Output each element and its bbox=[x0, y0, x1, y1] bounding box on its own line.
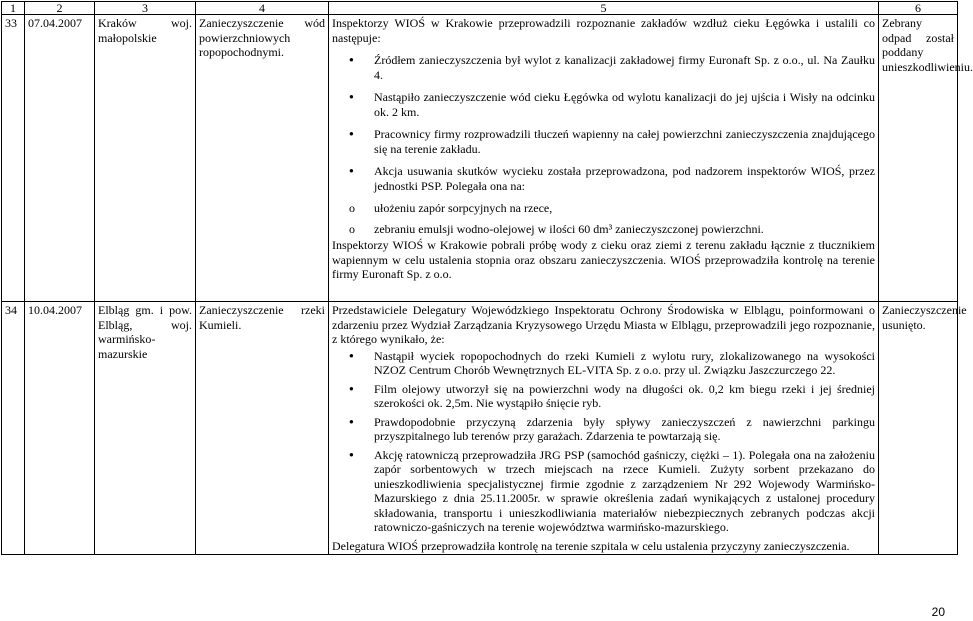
list-item: ● Nastąpił wyciek ropopochodnych do rzeki Kumieli z wylotu rury, zlokalizowanego na wysokości NZOZ Centrum Chorób Wewnętrznych EL-VITA Sp. z o.o. przy ul. Związku Jaszczurczego 22. bbox=[332, 349, 875, 378]
row-place: Kraków woj. małopolskie bbox=[95, 15, 196, 302]
row-result: Zebrany odpad został poddany unieszkodliwieniu. bbox=[879, 15, 958, 302]
bullet-list bbox=[332, 349, 875, 535]
row-number: 33 bbox=[2, 15, 25, 302]
description-intro: Przedstawiciele Delegatury Wojewódzkiego Inspektoratu Ochrony Środowiska w Elblągu, poinformowani o zdarzeniu przez Wydział Zarządzania Kryzysowego Urzędu Miasta w Elblągu, przeprowadzili jego rozpoznanie, z którego wynikało, że: bbox=[332, 303, 875, 346]
header-row bbox=[2, 2, 958, 15]
row-result: Zanieczyszczenie usunięto. bbox=[879, 302, 958, 555]
description-outro: Inspektorzy WIOŚ w Krakowie pobrali próbę wody z cieku oraz ziemi z terenu zakładu łącznie z tłucznikiem wapiennym w celu ustalenia stopnia oraz obszaru zanieczyszczenia. WIOŚ przeprowadziła kontrolę na terenie firmy Euronaft Sp. z o.o. bbox=[332, 238, 875, 281]
header-cell: 6 bbox=[879, 2, 958, 15]
bullet-list bbox=[332, 53, 875, 193]
row-description bbox=[329, 15, 879, 302]
header-cell: 3 bbox=[95, 2, 196, 15]
header-cell: 2 bbox=[25, 2, 95, 15]
incident-table bbox=[1, 1, 973, 555]
list-item: ● Pracownicy firmy rozprowadzili tłuczeń wapienny na całej powierzchni zanieczyszczenia znajdującego się na terenie zakładu. bbox=[332, 127, 875, 156]
row-date: 10.04.2007 bbox=[25, 302, 95, 555]
list-item: ● Prawdopodobnie przyczyną zdarzenia były spływy zanieczyszczeń z nawierzchni parkingu przyszpitalnego lub terenów przy garażach. Zdarzenia te powtarzają się. bbox=[332, 415, 875, 444]
description-intro: Inspektorzy WIOŚ w Krakowie przeprowadzili rozpoznanie zakładów wzdłuż cieku Łęgówka i ustalili co następuje: bbox=[332, 16, 875, 45]
list-item: ● Film olejowy utworzył się na powierzchni wody na długości ok. 0,2 km biegu rzeki i jej średniej szerokości ok. 2,5m. Nie wystąpiło śnięcie ryb. bbox=[332, 382, 875, 411]
header-cell: 1 bbox=[2, 2, 25, 15]
list-item: o ułożeniu zapór sorpcyjnych na rzece, bbox=[332, 201, 875, 216]
list-item: o zebraniu emulsji wodno-olejowej w ilości 60 dm³ zanieczyszczonej powierzchni. bbox=[332, 222, 875, 237]
list-item: ● Akcja usuwania skutków wycieku została przeprowadzona, pod nadzorem inspektorów WIOŚ, przez jednostki PSP. Polegała ona na: bbox=[332, 164, 875, 193]
table-row bbox=[2, 15, 958, 302]
row-event-type: Zanieczyszczenie rzeki Kumieli. bbox=[196, 302, 329, 555]
row-place: Elbląg gm. i pow. Elbląg, woj. warmińsko-mazurskie bbox=[95, 302, 196, 555]
page-number: 20 bbox=[931, 605, 945, 619]
list-item: ● Źródłem zanieczyszczenia był wylot z kanalizacji zakładowej firmy Euronaft Sp. z o.o., ul. Na Zaułku 4. bbox=[332, 53, 875, 82]
header-cell: 4 bbox=[196, 2, 329, 15]
row-description bbox=[329, 302, 879, 555]
description-outro: Delegatura WIOŚ przeprowadziła kontrolę na terenie szpitala w celu ustalenia przyczyny zanieczyszczenia. bbox=[332, 538, 850, 553]
header-cell: 5 bbox=[329, 2, 879, 15]
row-event-type: Zanieczyszczenie wód powierzchniowych ropopochodnymi. bbox=[196, 15, 329, 302]
table-row bbox=[2, 302, 958, 555]
row-number: 34 bbox=[2, 302, 25, 555]
list-item: ● Akcję ratowniczą przeprowadziła JRG PSP (samochód gaśniczy, ciężki – 1). Polegała ona na założeniu zapór sorbentowych w trzech miejscach na rzece Kumieli. Zużyty sorbent przekazano do unieszkodliwienia specjalistycznej firmie zgodnie z zarządzeniem Nr 292 Wojewody Warmińsko-Mazurskiego z dnia 25.11.2005r. w sprawie określenia zadań wynikających z ustalonej procedury składowania, transportu i unieszkodliwiania materiałów niebezpiecznych zebranych podczas akcji ratowniczo-gaśniczych na terenie województwa warmińsko-mazurskiego. bbox=[332, 448, 875, 535]
sub-bullet-list bbox=[332, 201, 875, 236]
row-date: 07.04.2007 bbox=[25, 15, 95, 302]
list-item: ● Nastąpiło zanieczyszczenie wód cieku Łęgówka od wylotu kanalizacji do jej ujścia i Wisły na odcinku ok. 2 km. bbox=[332, 90, 875, 119]
